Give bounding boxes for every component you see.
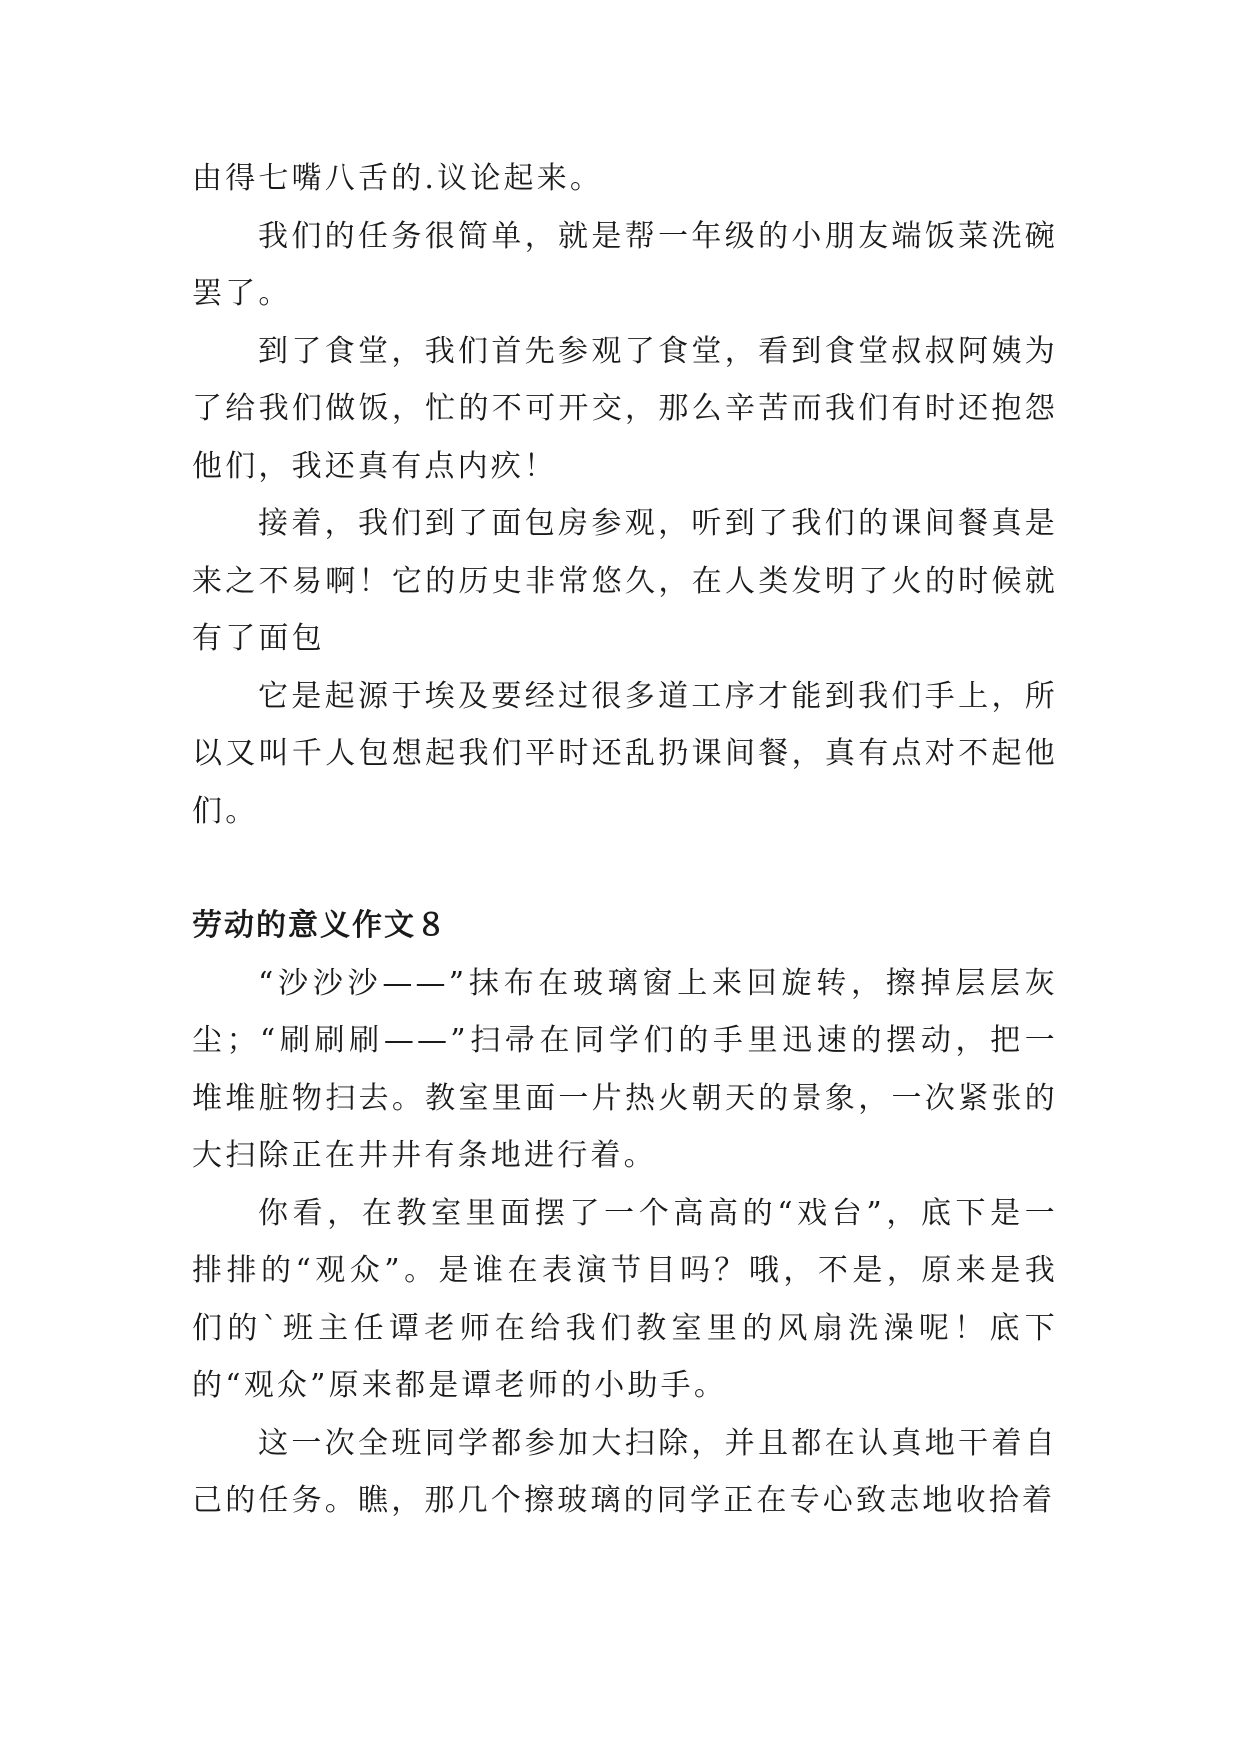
paragraph-class: 这一次全班同学都参加大扫除，并且都在认真地干着自己的任务。瞧，那几个擦玻璃的同学正在专心致志地收拾着 (192, 1425, 1058, 1518)
paragraph-bakery: 接着，我们到了面包房参观，听到了我们的课间餐真是来之不易啊！它的历史非常悠久，在人类发明了火的时候就有了面包 (192, 506, 1058, 656)
paragraph-task: 我们的任务很简单，就是帮一年级的小朋友端饭菜洗碗罢了。 (192, 218, 1058, 311)
paragraph-continuation: 由得七嘴八舌的.议论起来。 (192, 161, 604, 196)
paragraph-cleaning: “沙沙沙——”抹布在玻璃窗上来回旋转，擦掉层层灰尘；“刷刷刷——”扫帚在同学们的手里迅速的摆动，把一堆堆脏物扫去。教室里面一片热火朝天的景象，一次紧张的大扫除正在井井有条地进行着。 (192, 965, 1058, 1173)
paragraph-canteen: 到了食堂，我们首先参观了食堂，看到食堂叔叔阿姨为了给我们做饭，忙的不可开交，那么辛苦而我们有时还抱怨他们，我还真有点内疚！ (192, 333, 1058, 484)
section-title: 劳动的意义作文８ (192, 908, 448, 943)
document-page (192, 150, 1058, 1530)
section-gap (192, 840, 1058, 897)
paragraph-bread-origin: 它是起源于埃及要经过很多道工序才能到我们手上，所以又叫千人包想起我们平时还乱扔课间餐，真有点对不起他们。 (192, 678, 1058, 829)
paragraph-stage: 你看，在教室里面摆了一个高高的“戏台”，底下是一排排的“观众”。是谁在表演节目吗？哦，不是，原来是我们的`班主任谭老师在给我们教室里的风扇洗澡呢！底下的“观众”原来都是谭老师的小助手。 (192, 1195, 1058, 1403)
